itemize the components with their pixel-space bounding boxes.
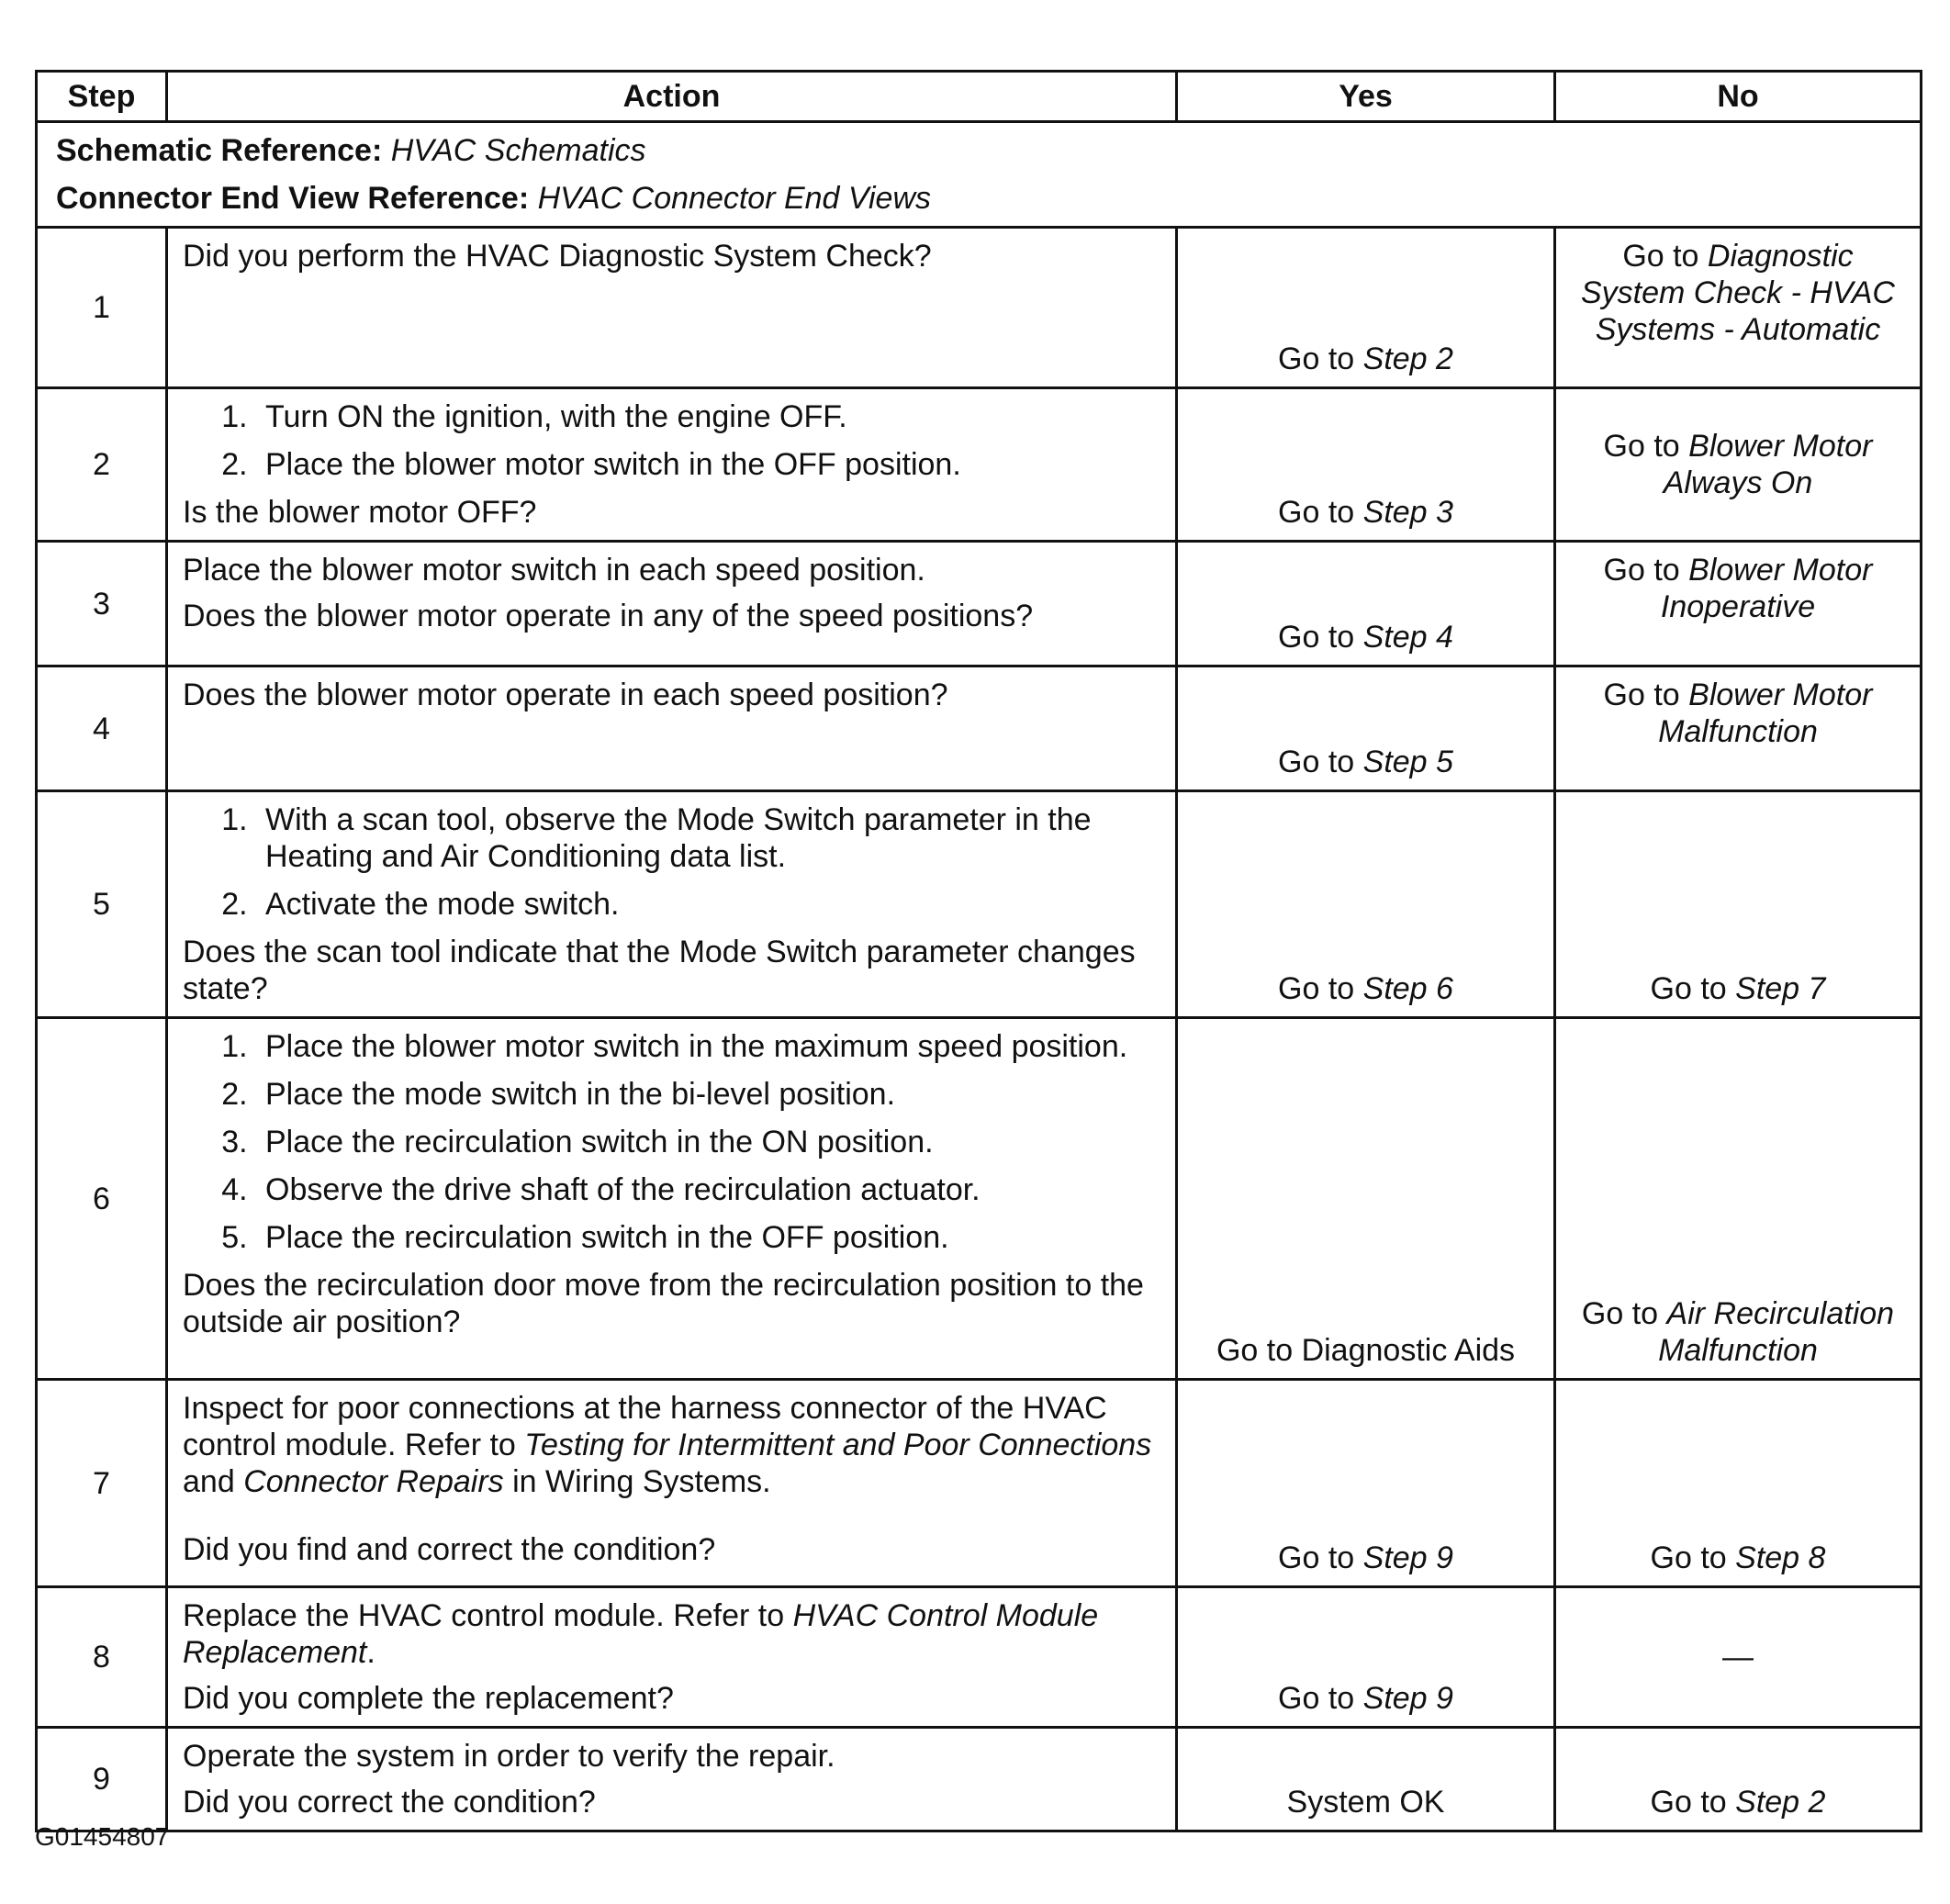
- no-cell: [1555, 1587, 1922, 1728]
- header-no: No: [1555, 72, 1922, 122]
- list-item: 2. Place the mode switch in the bi-level position.: [256, 1076, 1160, 1113]
- action-cell: [167, 1018, 1177, 1380]
- goto-ref[interactable]: Blower Motor Inoperative: [1660, 553, 1873, 624]
- yes-cell: [1177, 388, 1555, 542]
- step-number: 6: [37, 1018, 167, 1380]
- no-cell: [1555, 1728, 1922, 1831]
- goto-ref[interactable]: Step 9: [1362, 1540, 1453, 1575]
- goto-prefix: Go to: [1278, 342, 1363, 376]
- step-number: 5: [37, 791, 167, 1018]
- goto-prefix: Go to: [1278, 620, 1363, 655]
- action-cell: [167, 388, 1177, 542]
- table-row: [37, 228, 1922, 388]
- goto-ref[interactable]: Step 7: [1735, 971, 1826, 1006]
- table-row: [37, 1728, 1922, 1831]
- no-target[interactable]: [1651, 1785, 1826, 1820]
- schematic-reference-label: Schematic Reference:: [56, 133, 383, 168]
- no-cell: [1555, 542, 1922, 666]
- step-number: 8: [37, 1587, 167, 1728]
- table-row: [37, 1587, 1922, 1728]
- no-cell: [1555, 228, 1922, 388]
- goto-ref[interactable]: Step 5: [1362, 745, 1453, 779]
- goto-prefix: Go to: [1278, 1681, 1363, 1716]
- goto-prefix: Go to: [1278, 1540, 1363, 1575]
- yes-cell: [1177, 1380, 1555, 1587]
- connector-repairs-link[interactable]: Connector Repairs: [243, 1464, 504, 1499]
- list-item: 2. Activate the mode switch.: [256, 886, 1160, 923]
- list-item: 1. Place the blower motor switch in the maximum speed position.: [256, 1028, 1160, 1065]
- action-text: [183, 1390, 1160, 1500]
- table-row: [37, 666, 1922, 791]
- goto-prefix: System OK: [1286, 1785, 1445, 1820]
- action-list: [183, 1028, 1160, 1256]
- goto-prefix: Go to: [1603, 553, 1689, 588]
- action-cell: [167, 791, 1177, 1018]
- step-number: 9: [37, 1728, 167, 1831]
- hvac-module-replacement-link[interactable]: HVAC Control Module Replacement: [183, 1598, 1099, 1670]
- action-question: Does the scan tool indicate that the Mode Switch parameter changes state?: [183, 935, 1136, 1006]
- yes-target[interactable]: [1278, 342, 1453, 376]
- action-cell: [167, 228, 1177, 388]
- yes-target[interactable]: [1278, 495, 1453, 530]
- action-question: Did you correct the condition?: [183, 1785, 596, 1820]
- list-item: 1. With a scan tool, observe the Mode Switch parameter in the Heating and Air Conditioning data list.: [256, 801, 1160, 875]
- yes-cell: [1177, 542, 1555, 666]
- goto-prefix: Go to: [1603, 678, 1689, 712]
- yes-target[interactable]: [1216, 1333, 1515, 1368]
- connector-reference-label: Connector End View Reference:: [56, 181, 530, 216]
- list-item: 4. Observe the drive shaft of the recirculation actuator.: [256, 1171, 1160, 1208]
- yes-cell: [1177, 1018, 1555, 1380]
- step-number: 7: [37, 1380, 167, 1587]
- action-cell: [167, 1728, 1177, 1831]
- connector-reference-link[interactable]: HVAC Connector End Views: [537, 181, 931, 216]
- header-yes: Yes: [1177, 72, 1555, 122]
- no-cell: [1555, 791, 1922, 1018]
- list-item: 2. Place the blower motor switch in the OFF position.: [256, 446, 1160, 483]
- schematic-reference-link[interactable]: HVAC Schematics: [390, 133, 646, 168]
- yes-target[interactable]: [1278, 971, 1453, 1006]
- action-cell: [167, 1587, 1177, 1728]
- goto-ref[interactable]: Blower Motor Malfunction: [1658, 678, 1873, 749]
- table-row: [37, 1018, 1922, 1380]
- action-text: [183, 1597, 1160, 1671]
- goto-ref[interactable]: Step 9: [1362, 1681, 1453, 1716]
- goto-prefix: —: [1722, 1640, 1754, 1674]
- yes-cell: [1177, 228, 1555, 388]
- header-step: Step: [37, 72, 167, 122]
- no-target[interactable]: [1582, 1296, 1894, 1368]
- goto-prefix: Go to: [1581, 1296, 1667, 1331]
- goto-ref[interactable]: Air Recirculation Malfunction: [1658, 1296, 1895, 1368]
- goto-ref[interactable]: Blower Motor Always On: [1663, 429, 1873, 500]
- action-cell: [167, 1380, 1177, 1587]
- list-item: 3. Place the recirculation switch in the ON position.: [256, 1124, 1160, 1160]
- no-cell: [1555, 388, 1922, 542]
- figure-id: G01454807: [35, 1822, 170, 1851]
- yes-cell: [1177, 791, 1555, 1018]
- step-number: 2: [37, 388, 167, 542]
- goto-prefix: Go to: [1603, 429, 1689, 464]
- goto-ref[interactable]: Step 3: [1362, 495, 1453, 530]
- yes-cell: [1177, 666, 1555, 791]
- action-text-part: in Wiring Systems.: [503, 1464, 771, 1499]
- no-target[interactable]: [1581, 239, 1895, 347]
- yes-target[interactable]: [1278, 745, 1453, 779]
- goto-prefix: Go to: [1278, 971, 1363, 1006]
- goto-ref[interactable]: Step 2: [1362, 342, 1453, 376]
- no-target[interactable]: [1604, 429, 1873, 500]
- yes-target[interactable]: [1278, 620, 1453, 655]
- header-action: Action: [167, 72, 1177, 122]
- testing-intermittent-link[interactable]: Testing for Intermittent and Poor Connections: [524, 1428, 1152, 1462]
- goto-ref[interactable]: Diagnostic System Check - HVAC Systems - Automatic: [1581, 239, 1895, 347]
- diagnostic-table: [35, 70, 1922, 1832]
- no-target[interactable]: [1651, 1540, 1826, 1575]
- step-number: 1: [37, 228, 167, 388]
- goto-prefix: Go to: [1650, 971, 1736, 1006]
- action-text-part: and: [183, 1464, 244, 1499]
- action-list: [183, 801, 1160, 923]
- schematic-reference: [56, 127, 1901, 174]
- goto-prefix: Go to Diagnostic Aids: [1216, 1333, 1516, 1368]
- action-cell: [167, 542, 1177, 666]
- yes-target[interactable]: [1278, 1540, 1453, 1575]
- step-number: 3: [37, 542, 167, 666]
- action-question: Does the blower motor operate in any of the speed positions?: [183, 599, 1034, 633]
- goto-prefix: Go to: [1278, 495, 1363, 530]
- goto-prefix: Go to: [1622, 239, 1708, 274]
- no-target[interactable]: [1651, 971, 1826, 1006]
- action-text-part: Replace the HVAC control module. Refer to: [183, 1598, 793, 1633]
- yes-cell: [1177, 1728, 1555, 1831]
- action-question: Does the recirculation door move from the recirculation position to the outside air position?: [183, 1268, 1144, 1339]
- no-target[interactable]: [1722, 1640, 1754, 1674]
- goto-ref[interactable]: Step 2: [1735, 1785, 1826, 1820]
- yes-cell: [1177, 1587, 1555, 1728]
- goto-prefix: Go to: [1278, 745, 1363, 779]
- no-cell: [1555, 1380, 1922, 1587]
- reference-cell: [37, 122, 1922, 228]
- action-question: Is the blower motor OFF?: [183, 495, 537, 530]
- list-item: 1. Turn ON the ignition, with the engine OFF.: [256, 398, 1160, 435]
- action-question: Place the blower motor switch in each speed position.: [183, 553, 925, 588]
- action-question: Operate the system in order to verify the repair.: [183, 1739, 835, 1774]
- action-question: Did you find and correct the condition?: [183, 1532, 716, 1567]
- action-question: Does the blower motor operate in each speed position?: [183, 678, 948, 712]
- step-number: 4: [37, 666, 167, 791]
- table-row: [37, 791, 1922, 1018]
- action-text-part: Inspect for poor connections at the harness connector of the HVAC control module. Refer to: [183, 1391, 1107, 1462]
- action-list: [183, 398, 1160, 483]
- action-text-part: .: [366, 1635, 375, 1670]
- yes-target[interactable]: [1287, 1785, 1445, 1820]
- header-row: [37, 72, 1922, 122]
- action-cell: [167, 666, 1177, 791]
- no-target[interactable]: [1604, 678, 1873, 749]
- step-rows: [37, 228, 1922, 1831]
- action-question: Did you complete the replacement?: [183, 1681, 674, 1716]
- goto-prefix: Go to: [1650, 1785, 1736, 1820]
- action-question: Did you perform the HVAC Diagnostic System Check?: [183, 239, 932, 274]
- list-item: 5. Place the recirculation switch in the OFF position.: [256, 1219, 1160, 1256]
- reference-row: [37, 122, 1922, 228]
- goto-ref[interactable]: Step 8: [1735, 1540, 1826, 1575]
- goto-ref[interactable]: Step 6: [1362, 971, 1453, 1006]
- goto-prefix: Go to: [1650, 1540, 1736, 1575]
- goto-ref[interactable]: Step 4: [1362, 620, 1453, 655]
- yes-target[interactable]: [1278, 1681, 1453, 1716]
- no-cell: [1555, 1018, 1922, 1380]
- table-row: [37, 542, 1922, 666]
- connector-reference: [56, 174, 1901, 222]
- table-row: [37, 1380, 1922, 1587]
- no-cell: [1555, 666, 1922, 791]
- no-target[interactable]: [1604, 553, 1873, 624]
- table-row: [37, 388, 1922, 542]
